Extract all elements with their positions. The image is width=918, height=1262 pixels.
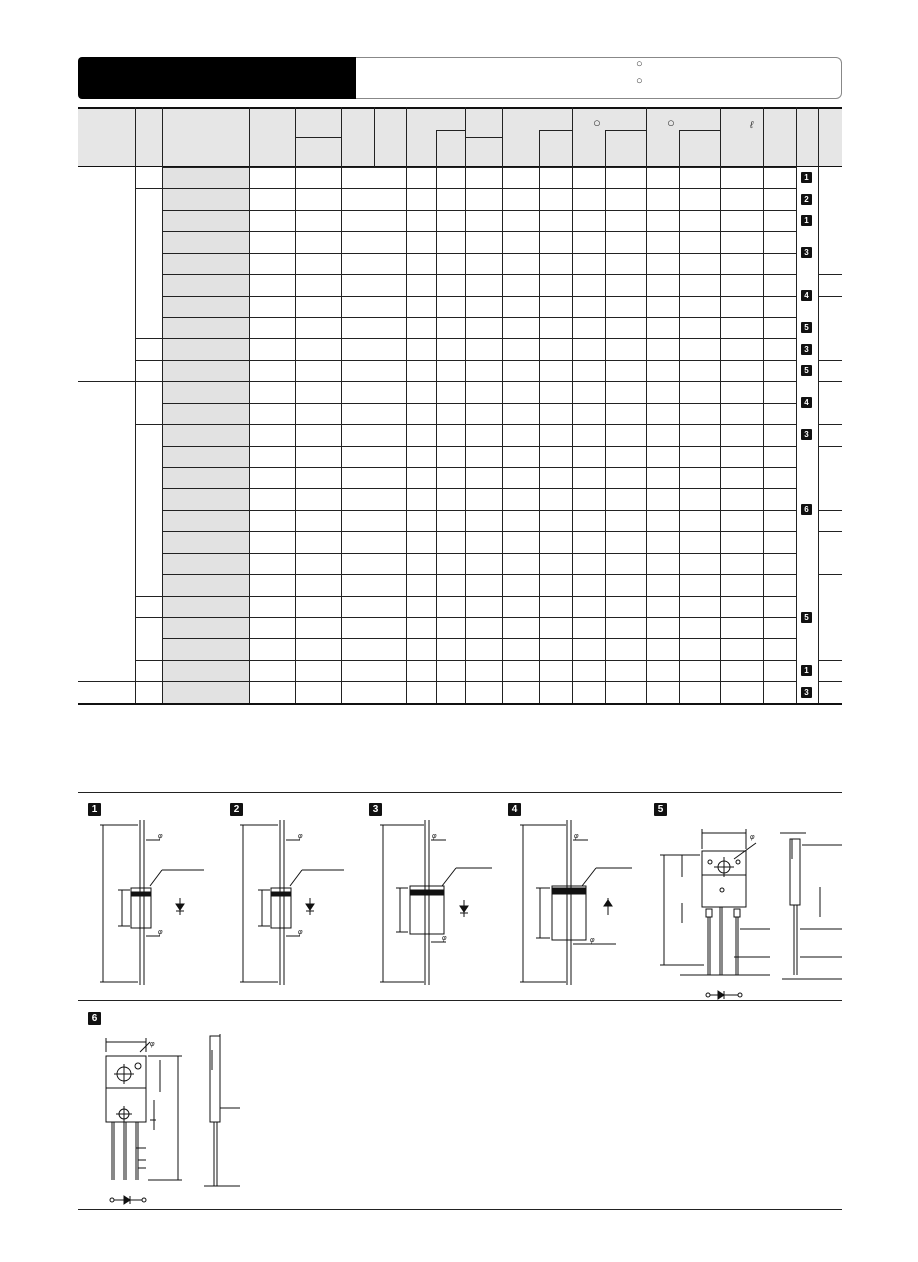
row-divider xyxy=(162,467,796,468)
column-divider xyxy=(763,167,764,703)
column-divider xyxy=(295,167,296,703)
column-divider xyxy=(249,167,250,703)
tick-line xyxy=(818,381,842,382)
group-divider xyxy=(135,188,162,189)
svg-text:φ: φ xyxy=(150,1041,155,1048)
group-divider xyxy=(135,381,162,382)
column-divider xyxy=(818,167,819,703)
tick-line xyxy=(818,574,842,575)
row-divider xyxy=(162,403,796,404)
column-divider xyxy=(796,167,797,703)
header-script-l: ℓ xyxy=(750,120,754,131)
tick-line xyxy=(818,446,842,447)
row-divider xyxy=(162,231,796,232)
column-divider xyxy=(679,167,680,703)
svg-text:φ: φ xyxy=(442,935,447,942)
to220f-package-diagram-6 xyxy=(100,1030,260,1205)
group-divider xyxy=(135,617,162,618)
tick-line xyxy=(818,360,842,361)
outline-ref-badge: 5 xyxy=(801,612,812,623)
column-divider xyxy=(162,167,163,703)
row-divider xyxy=(162,488,796,489)
row-divider xyxy=(162,210,796,211)
row-divider xyxy=(162,531,796,532)
part-number-column xyxy=(163,167,249,703)
axial-diode-diagram-3 xyxy=(380,820,500,990)
outline-ref-badge: 4 xyxy=(801,397,812,408)
group-divider xyxy=(135,424,162,425)
row-divider xyxy=(162,424,796,425)
tick-line xyxy=(818,296,842,297)
column-divider xyxy=(341,167,342,703)
axial-diode-diagram-2 xyxy=(240,820,360,990)
diagram-2-label: 2 xyxy=(230,803,243,816)
phi-label: φ xyxy=(158,833,163,840)
table-bottom-rule xyxy=(78,703,842,705)
outline-ref-badge: 5 xyxy=(801,365,812,376)
outline-ref-badge: 1 xyxy=(801,215,812,226)
group-divider xyxy=(135,360,162,361)
row-divider xyxy=(162,381,796,382)
row-divider xyxy=(162,574,796,575)
tick-line xyxy=(818,424,842,425)
svg-text:φ: φ xyxy=(574,833,579,840)
svg-text:φ: φ xyxy=(298,833,303,840)
axial-diode-diagram-1 xyxy=(100,820,220,990)
row-divider xyxy=(162,660,796,661)
outline-ref-badge: 1 xyxy=(801,172,812,183)
header-circle-b: ○ xyxy=(667,115,675,130)
tick-line xyxy=(818,510,842,511)
row-divider xyxy=(162,296,796,297)
column-divider xyxy=(539,167,540,703)
tick-line xyxy=(818,681,842,682)
column-divider xyxy=(135,167,136,703)
row-divider xyxy=(162,253,796,254)
outline-ref-badge: 3 xyxy=(801,687,812,698)
row-divider xyxy=(162,617,796,618)
outline-ref-badge: 5 xyxy=(801,322,812,333)
row-divider xyxy=(162,446,796,447)
axial-diode-diagram-4 xyxy=(520,820,640,990)
column-divider xyxy=(646,167,647,703)
column-divider xyxy=(572,167,573,703)
diagram-bottom-rule xyxy=(78,1209,842,1210)
column-divider xyxy=(406,167,407,703)
row-divider xyxy=(162,338,796,339)
diagram-5-label: 5 xyxy=(654,803,667,816)
diagram-top-rule xyxy=(78,792,842,793)
row-divider xyxy=(162,274,796,275)
svg-text:φ: φ xyxy=(750,834,755,841)
subtitle-banner xyxy=(356,57,842,99)
row-divider xyxy=(162,638,796,639)
column-divider xyxy=(720,167,721,703)
outline-ref-badge: 6 xyxy=(801,504,812,515)
row-divider xyxy=(162,553,796,554)
outline-ref-badge: 3 xyxy=(801,247,812,258)
title-banner xyxy=(78,57,356,99)
tick-line xyxy=(818,660,842,661)
diagram-mid-rule xyxy=(78,1000,842,1001)
column-divider xyxy=(465,167,466,703)
row-divider xyxy=(162,681,796,682)
svg-text:φ: φ xyxy=(590,937,595,944)
diagram-3-label: 3 xyxy=(369,803,382,816)
svg-text:φ: φ xyxy=(158,929,163,936)
row-divider xyxy=(162,360,796,361)
diagram-6-label: 6 xyxy=(88,1012,101,1025)
svg-text:φ: φ xyxy=(432,833,437,840)
outline-ref-badge: 2 xyxy=(801,194,812,205)
outline-ref-badge: 3 xyxy=(801,429,812,440)
row-divider xyxy=(162,167,796,168)
row-divider xyxy=(162,510,796,511)
group-divider xyxy=(135,681,162,682)
column-divider xyxy=(436,167,437,703)
to220-package-diagram-5 xyxy=(660,825,842,1000)
column-divider xyxy=(502,167,503,703)
group-divider xyxy=(135,660,162,661)
svg-text:φ: φ xyxy=(298,929,303,936)
table-header xyxy=(78,107,842,167)
tick-line xyxy=(818,531,842,532)
row-divider xyxy=(162,317,796,318)
header-circle-a: ○ xyxy=(593,115,601,130)
banner-circle-1: ○ xyxy=(636,58,643,70)
banner-circle-2: ○ xyxy=(636,75,643,87)
column-divider xyxy=(605,167,606,703)
diagram-4-label: 4 xyxy=(508,803,521,816)
tick-line xyxy=(818,274,842,275)
group-divider xyxy=(135,596,162,597)
outline-ref-badge: 1 xyxy=(801,665,812,676)
row-divider xyxy=(162,596,796,597)
outline-ref-badge: 4 xyxy=(801,290,812,301)
row-divider xyxy=(162,188,796,189)
diagram-1-label: 1 xyxy=(88,803,101,816)
group-divider xyxy=(135,338,162,339)
outline-ref-badge: 3 xyxy=(801,344,812,355)
